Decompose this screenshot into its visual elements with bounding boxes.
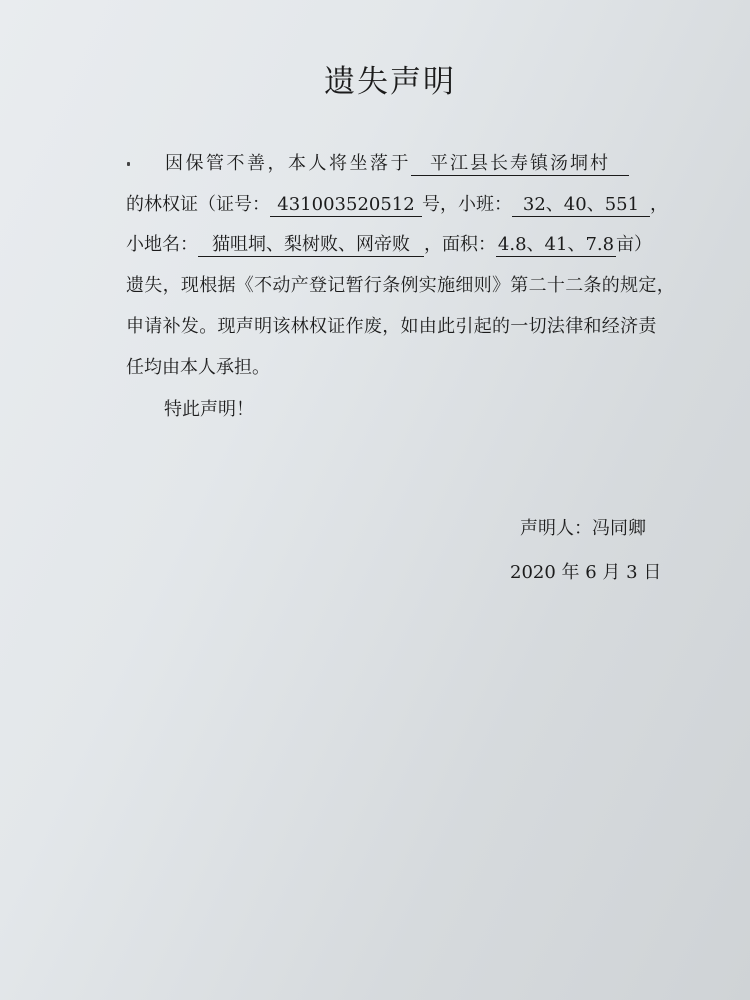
body-line-6: 任均由本人承担。 bbox=[126, 357, 270, 378]
cert-number-value: 431003520512 bbox=[270, 194, 422, 217]
line2-mid: 号，小班： bbox=[422, 194, 512, 215]
body-line-3 bbox=[126, 233, 652, 257]
body-line-5: 申请补发。现声明该林权证作废，如由此引起的一切法律和经济责 bbox=[126, 316, 657, 337]
area-value: 4.8、41、7.8 bbox=[497, 234, 615, 255]
body-line-4: 遗失，现根据《不动产登记暂行条例实施细则》第二十二条的规定， bbox=[126, 275, 675, 296]
document-title: 遗失声明 bbox=[324, 64, 456, 100]
ink-mark bbox=[127, 162, 130, 166]
line3-mid: ，面积： bbox=[424, 234, 496, 255]
declarant-signature: 声明人：冯同卿 bbox=[520, 518, 646, 539]
line2-suffix: ， bbox=[650, 194, 668, 215]
line1-prefix: 因保管不善，本人将坐落于 bbox=[165, 153, 411, 174]
plot-numbers-value: 32、40、551 bbox=[512, 194, 650, 217]
body-line-1 bbox=[165, 152, 629, 176]
closing-statement: 特此声明！ bbox=[164, 399, 254, 420]
line3-prefix: 小地名： bbox=[126, 234, 198, 255]
body-line-2 bbox=[126, 193, 668, 217]
location-value: 平江县长寿镇汤垌村 bbox=[411, 153, 629, 176]
line2-prefix: 的林权证（证号： bbox=[126, 194, 270, 215]
place-names-value: 猫咀垌、梨树败、网帝败 bbox=[198, 234, 424, 257]
line3-unit: 亩） bbox=[616, 234, 652, 255]
declaration-date: 2020 年 6 月 3 日 bbox=[510, 562, 662, 583]
